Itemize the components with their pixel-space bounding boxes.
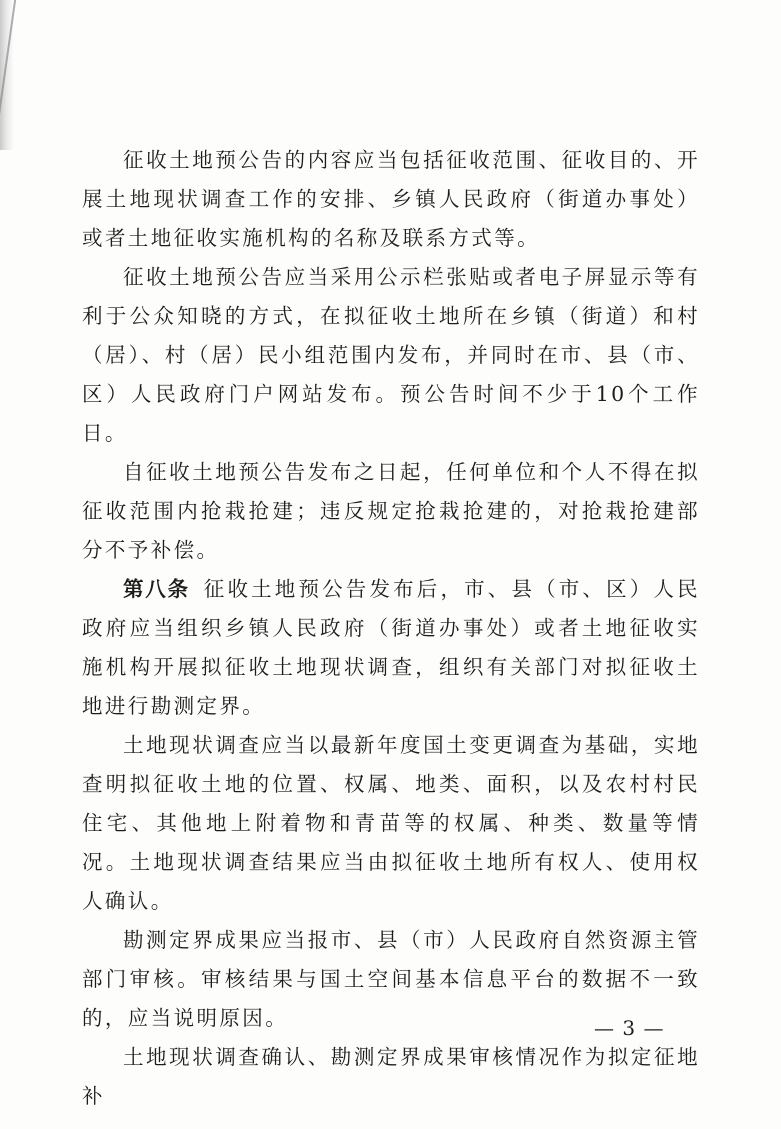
paragraph [82,258,700,453]
paragraph-text: 勘测定界成果应当报市、县（市）人民政府自然资源主管部门审核。审核结果与国土空间基本信息平台的数据不一致的，应当说明原因。 [82,928,700,1030]
paragraph [82,141,700,258]
paragraph [82,726,700,921]
paragraph-text: 土地现状调查应当以最新年度国土变更调查为基础，实地查明拟征收土地的位置、权属、地类、面积，以及农村村民住宅、其他地上附着物和青苗等的权属、种类、数量等情况。土地现状调查结果应当由拟征收土地所有权人、使用权人确认。 [82,733,700,913]
paragraph [82,1038,700,1116]
paragraph-text: 征收土地预公告发布后，市、县（市、区）人民政府应当组织乡镇人民政府（街道办事处）或者土地征收实施机构开展拟征收土地现状调查，组织有关部门对拟征收土地进行勘测定界。 [82,577,700,718]
article-label: 第八条 [123,577,190,601]
article-paragraph [82,570,700,726]
paragraph-text: 征收土地预公告应当采用公示栏张贴或者电子屏显示等有利于公众知晓的方式，在拟征收土地所在乡镇（街道）和村（居）、村（居）民小组范围内发布，并同时在市、县（市、区）人民政府门户网站发布。预公告时间不少于10个工作日。 [82,265,700,445]
paragraph-text: 土地现状调查确认、勘测定界成果审核情况作为拟定征地补 [82,1045,700,1108]
paragraph-text: 自征收土地预公告发布之日起，任何单位和个人不得在拟征收范围内抢栽抢建；违反规定抢栽抢建的，对抢栽抢建部分不予补偿。 [82,460,700,562]
paragraph [82,453,700,570]
page-number: — 3 — [594,1016,665,1040]
paragraph-text: 征收土地预公告的内容应当包括征收范围、征收目的、开展土地现状调查工作的安排、乡镇人民政府（街道办事处）或者土地征收实施机构的名称及联系方式等。 [82,148,700,250]
document-body [82,141,700,1116]
